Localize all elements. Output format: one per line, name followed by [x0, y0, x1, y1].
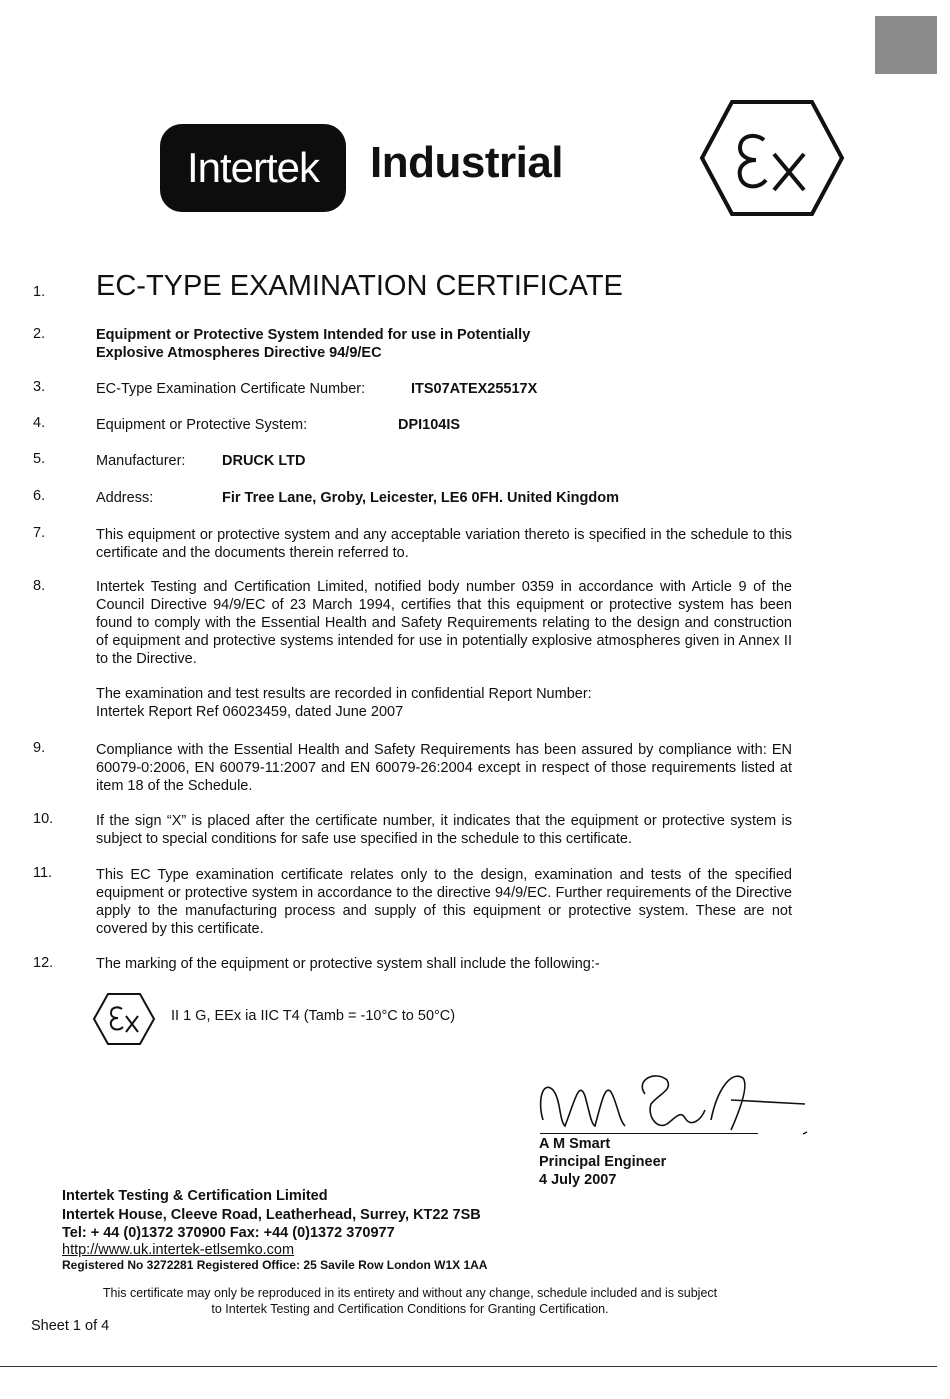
certificate-number-label: EC-Type Examination Certificate Number:: [96, 381, 366, 397]
item-number: 11.: [33, 865, 53, 881]
reproduction-line2: to Intertek Testing and Certification Conditions for Granting Certification.: [211, 1302, 609, 1316]
item-number: 8.: [33, 578, 46, 594]
footer-address: Intertek House, Cleeve Road, Leatherhead, Surrey, KT22 7SB: [62, 1206, 481, 1223]
report-line2: Intertek Report Ref 06023459, dated June 2007: [96, 704, 404, 720]
signatory-block: [539, 1135, 666, 1189]
directive-heading-line1: Equipment or Protective System Intended for use in Potentially: [96, 327, 531, 343]
item-7-text: This equipment or protective system and any acceptable variation thereto is specified in the schedule to this certificate and the documents therein referred to.: [96, 527, 792, 561]
item-number: 9.: [33, 740, 46, 756]
directive-heading-line2: Explosive Atmospheres Directive 94/9/EC: [96, 345, 382, 361]
item-10-text: If the sign “X” is placed after the certificate number, it indicates that the equipment or protective system is subject to special conditions for safe use specified in the schedule to this certificate.: [96, 813, 792, 847]
address-label: Address:: [96, 490, 154, 506]
footer-org-name: Intertek Testing & Certification Limited: [62, 1188, 328, 1204]
item-12-text: The marking of the equipment or protective system shall include the following:-: [96, 956, 600, 972]
certificate-title: EC-TYPE EXAMINATION CERTIFICATE: [96, 270, 623, 302]
report-reference: [96, 685, 792, 721]
equipment-value: DPI104IS: [398, 417, 461, 433]
page-corner-tab: [875, 16, 937, 74]
report-line1: The examination and test results are recorded in confidential Report Number:: [96, 686, 592, 702]
address-value: Fir Tree Lane, Groby, Leicester, LE6 0FH. United Kingdom: [222, 490, 619, 506]
sheet-number: Sheet 1 of 4: [31, 1318, 110, 1334]
signatory-name: A M Smart: [539, 1136, 611, 1152]
item-9-text: Compliance with the Essential Health and Safety Requirements has been assured by compliance with: EN 60079-0:2006, EN 60079-11:2007 and EN 60079-26:2004 except in respect of those requirements listed at item 18 of the Schedule.: [96, 742, 792, 794]
certificate-number-value: ITS07ATEX25517X: [411, 381, 538, 397]
handwritten-signature: [535, 1060, 815, 1140]
item-number: 12.: [33, 955, 54, 971]
item-number: 7.: [33, 525, 46, 541]
item-number: 6.: [33, 488, 46, 504]
item-number: 4.: [33, 415, 46, 431]
ex-atex-small-icon: [92, 992, 156, 1046]
footer-phone: Tel: + 44 (0)1372 370900 Fax: +44 (0)1372 370977: [62, 1225, 395, 1241]
item-number: 5.: [33, 451, 46, 467]
bottom-divider: [0, 1366, 937, 1367]
item-number: 2.: [33, 326, 46, 342]
reproduction-line1: This certificate may only be reproduced in its entirety and without any change, schedule included and is subject: [102, 1286, 718, 1300]
manufacturer-label: Manufacturer:: [96, 453, 186, 469]
signature-date: 4 July 2007: [539, 1172, 617, 1188]
item-number: 10.: [33, 811, 54, 827]
signatory-role: Principal Engineer: [539, 1154, 667, 1170]
item-number: 3.: [33, 379, 46, 395]
atex-marking: II 1 G, EEx ia IIC T4 (Tamb = -10°C to 50°C): [171, 1008, 456, 1024]
item-11-text: This EC Type examination certificate relates only to the design, examination and tests of the specified equipment or protective system in accordance to the directive 94/9/EC. Further requirements of the Directive apply to the manufacturing process and supply of this equipment or protective system. These are not covered by this certificate.: [96, 867, 792, 937]
footer-organisation: [62, 1187, 481, 1243]
reproduction-notice: [60, 1285, 760, 1317]
item-8-text: Intertek Testing and Certification Limited, notified body number 0359 in accordance with Article 9 of the Council Directive 94/9/EC of 23 March 1994, certifies that this equipment or protective system has been found to comply with the Essential Health and Safety Requirements relating to the design and construction of equipment and protective systems intended for use in potentially explosive atmospheres given in Annex II to the Directive.: [96, 579, 792, 667]
footer-registration: Registered No 3272281 Registered Office: 25 Savile Row London W1X 1AA: [62, 1258, 488, 1272]
logo-industrial-text: Industrial: [370, 138, 564, 187]
signature-line: [540, 1133, 758, 1134]
manufacturer-value: DRUCK LTD: [222, 453, 306, 469]
intertek-logo: [160, 124, 346, 212]
item-number: 1.: [33, 284, 46, 300]
logo-box-text: Intertek: [186, 144, 320, 191]
footer-website-link[interactable]: http://www.uk.intertek-etlsemko.com: [62, 1242, 295, 1258]
directive-heading: [96, 326, 792, 362]
equipment-label: Equipment or Protective System:: [96, 417, 308, 433]
ex-atex-large-icon: [698, 98, 846, 218]
